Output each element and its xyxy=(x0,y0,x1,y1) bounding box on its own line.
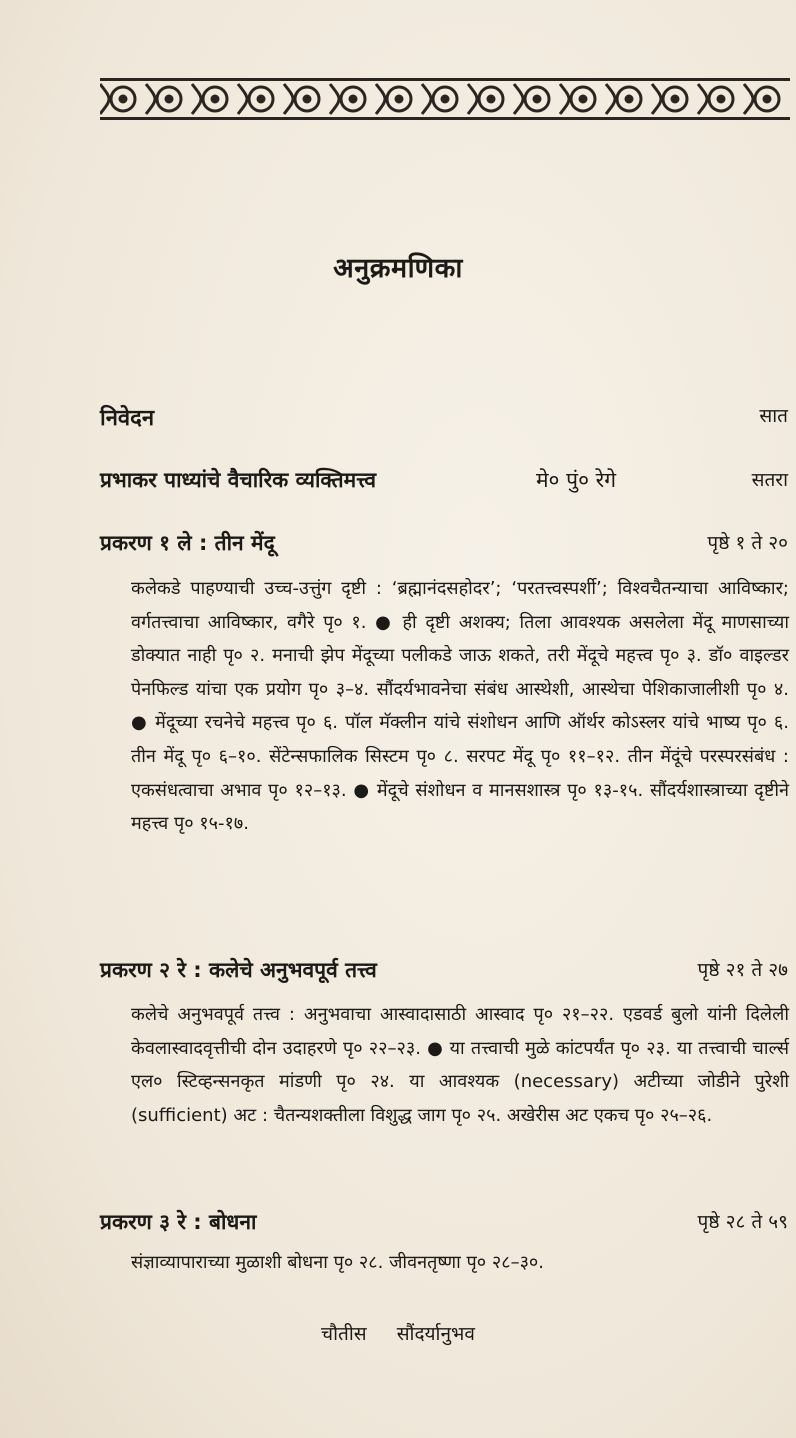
ornament-curl xyxy=(698,84,707,114)
ornament-curl xyxy=(192,84,201,114)
ornament-curl xyxy=(422,84,431,114)
chapter-heading: प्रकरण ३ रे : बोधना xyxy=(100,1210,257,1234)
ornament-curl xyxy=(238,84,247,114)
decorative-border-ornament xyxy=(100,76,790,122)
ornament-dot xyxy=(258,96,264,102)
ornament-dot xyxy=(672,96,678,102)
ornament-curl xyxy=(100,84,109,114)
ornament-dot xyxy=(626,96,632,102)
ornament-dot xyxy=(350,96,356,102)
chapter-pages: पृष्ठे १ ते २० xyxy=(707,532,788,554)
page-footer xyxy=(0,1320,796,1346)
ornament-curl xyxy=(468,84,477,114)
toc-entry-page: सात xyxy=(759,405,788,427)
ornament-curl xyxy=(514,84,523,114)
toc-entry-page: सतरा xyxy=(751,469,788,491)
ornament-curl xyxy=(606,84,615,114)
footer-book-title: सौंदर्यानुभव xyxy=(396,1323,475,1345)
ornament-dot xyxy=(212,96,218,102)
ornament-dot xyxy=(396,96,402,102)
ornament-dot xyxy=(718,96,724,102)
ornament-curl xyxy=(330,84,339,114)
ornament-curl xyxy=(652,84,661,114)
ornament-curl xyxy=(376,84,385,114)
chapter-3-summary: संज्ञाव्यापाराच्या मुळाशी बोधना पृ० २८. जीवनतृष्णा पृ० २८–३०. xyxy=(131,1252,545,1273)
ornament-dot xyxy=(120,96,126,102)
ornament-dot xyxy=(166,96,172,102)
ornament-curl xyxy=(284,84,293,114)
chapter-heading: प्रकरण १ ले : तीन मेंदू xyxy=(100,531,275,555)
toc-entry-author: मे० पुं० रेगे xyxy=(536,468,617,492)
chapter-heading: प्रकरण २ रे : कलेचे अनुभवपूर्व तत्त्व xyxy=(100,958,377,982)
ornament-curl xyxy=(560,84,569,114)
chapter-pages: पृष्ठे २८ ते ५९ xyxy=(697,1211,788,1233)
ornament-dot xyxy=(580,96,586,102)
ornament-dot xyxy=(488,96,494,102)
chapter-2-summary: कलेचे अनुभवपूर्व तत्त्व : अनुभवाचा आस्वादासाठी आस्वाद पृ० २१–२२. एडवर्ड बुलो यांनी दिलेली केवलास्वादवृत्तीची दोन उदाहरणे पृ० २२–२३. ● या तत्त्वाची मुळे कांटपर्यंत पृ० २३. या तत्त्वाची चार्ल्स एल० स्टिव्हन्सनकृत मांडणी पृ० २४. या आवश्यक (necessary) अटीच्या जोडीने पुरेशी (sufficient) अट : चैतन्यशक्तीला विशुद्ध जाग पृ० २५. अखेरीस अट एकच पृ० २५–२६. xyxy=(131,1004,789,1126)
ornament-curl xyxy=(146,84,155,114)
ornament-dot xyxy=(304,96,310,102)
ornament-dot xyxy=(764,96,770,102)
ornament-curl xyxy=(744,84,753,114)
footer-page-number: चौतीस xyxy=(321,1323,367,1345)
toc-entry-label: प्रभाकर पाध्यांचे वैचारिक व्यक्तिमत्त्व xyxy=(100,468,376,492)
ornament-dot xyxy=(534,96,540,102)
chapter-pages: पृष्ठे २१ ते २७ xyxy=(697,959,788,981)
toc-entry-label: निवेदन xyxy=(100,406,155,431)
chapter-1-summary: कलेकडे पाहण्याची उच्च-उत्तुंग दृष्टी : ‘ब्रह्मानंदसहोदर’; ‘परतत्त्वस्पर्शी’; विश्वचैतन्याचा आविष्कार; वर्गतत्त्वाचा आविष्कार, वगैरे पृ० १. ● ही दृष्टी अशक्य; तिला आवश्यक असलेला मेंदू माणसाच्या डोक्यात नाही पृ० २. मनाची झेप मेंदूच्या पलीकडे जाऊ शकते, तरी मेंदूचे महत्त्व पृ० ३. डॉ० वाइल्डर पेनफिल्ड यांचा एक प्रयोग पृ० ३–४. सौंदर्यभावनेचा संबंध आस्थेशी, आस्थेचा पेशिकाजालीशी पृ० ४. ● मेंदूच्या रचनेचे महत्त्व पृ० ६. पॉल मॅक्लीन यांचे संशोधन आणि ऑर्थर कोऽस्लर यांचे भाष्य पृ० ६. तीन मेंदू पृ० ६–१०. सेंटेन्सफालिक सिस्टम पृ० ८. सरपट मेंदू पृ० ११–१२. तीन मेंदूंचे परस्परसंबंध : एकसंधत्वाचा अभाव पृ० १२–१३. ● मेंदूचे संशोधन व मानसशास्त्र पृ० १३-१५. सौंदर्यशास्त्राच्या दृष्टीने महत्त्व पृ० १५-१७. xyxy=(131,578,789,835)
page-title: अनुक्रमणिका xyxy=(333,253,463,284)
ornament-dot xyxy=(442,96,448,102)
